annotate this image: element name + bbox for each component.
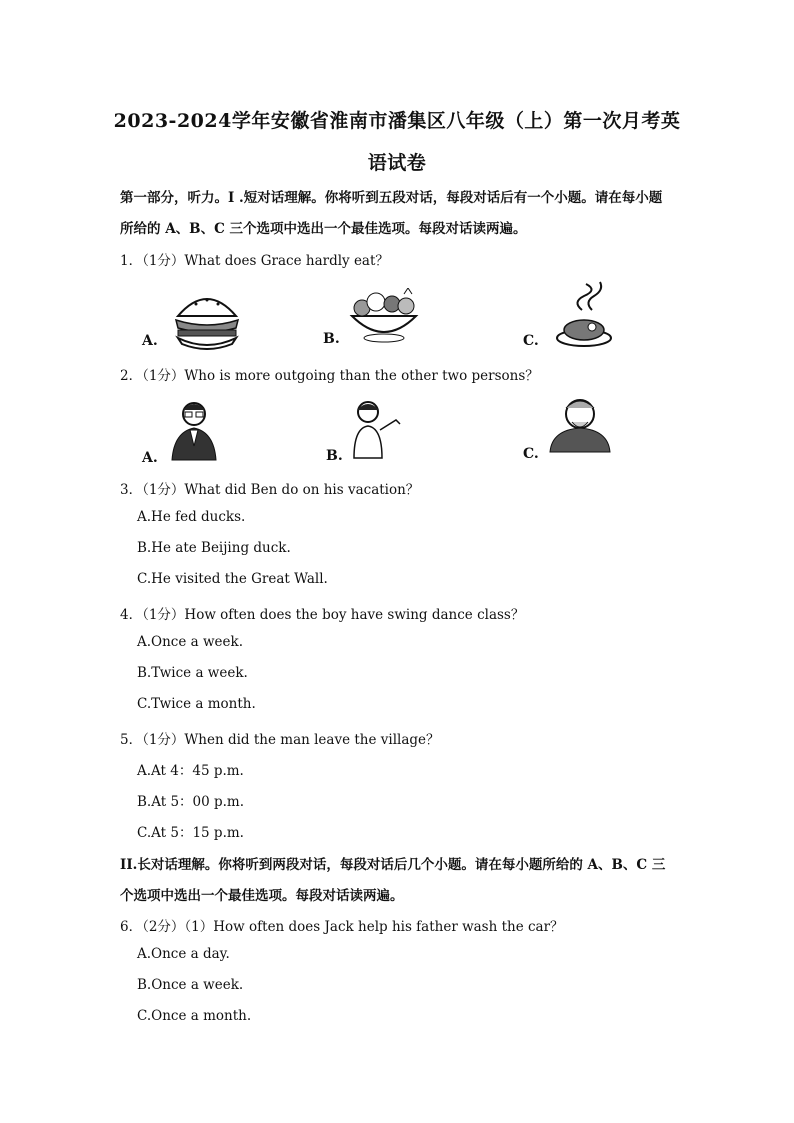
question-6-text: 6．（2分）（1）How often does Jack help his father wash the car？ [120,919,564,935]
q4-option-a: A.Once a week. [137,634,243,650]
q4-option-b: B.Twice a week. [137,665,248,681]
fruit-basket-icon [346,288,422,344]
q2-option-a-label: A. [142,450,158,466]
q3-option-b: B.He ate Beijing duck. [137,540,291,556]
q4-option-c: C.Twice a month. [137,696,256,712]
question-4-text: 4．（1分）How often does the boy have swing dance class？ [120,607,525,623]
old-man-icon [548,392,612,454]
young-woman-icon [346,396,408,460]
q5-option-a: A.At 4：45 p.m. [137,763,244,779]
q5-option-c: C.At 5：15 p.m. [137,825,244,841]
q6-option-a: A.Once a day. [137,946,230,962]
part1-heading-line1: 第一部分，听力。I .短对话理解。你将听到五段对话，每段对话后有一个小题。请在每小题 [120,190,663,206]
q2-option-b-label: B. [326,448,343,464]
part2-heading-line1: II.长对话理解。你将听到两段对话，每段对话后几个小题。请在每小题所给的 A、B、C 三 [120,857,666,873]
businessman-icon [170,398,218,462]
q1-option-b-label: B. [323,331,340,347]
q6-option-b: B.Once a week. [137,977,244,993]
hot-meat-dish-icon [554,280,614,348]
q3-option-c: C.He visited the Great Wall. [137,571,328,587]
part1-heading-line2: 所给的 A、B、C 三个选项中选出一个最佳选项。每段对话读两遍。 [120,221,527,237]
q1-option-a-label: A. [142,333,158,349]
hamburger-icon [172,288,242,350]
question-2-text: 2．（1分）Who is more outgoing than the other two persons？ [120,368,539,384]
page-title-line2: 语试卷 [367,152,427,174]
page-title-line1: 2023-2024学年安徽省淮南市潘集区八年级（上）第一次月考英 [113,110,681,132]
q1-option-c-label: C. [523,333,539,349]
q5-option-b: B.At 5：00 p.m. [137,794,245,810]
question-1-text: 1．（1分）What does Grace hardly eat？ [120,253,389,269]
q3-option-a: A.He fed ducks. [137,509,246,525]
question-5-text: 5．（1分）When did the man leave the village？ [120,732,440,748]
q6-option-c: C.Once a month. [137,1008,252,1024]
q2-option-c-label: C. [523,446,539,462]
part2-heading-line2: 个选项中选出一个最佳选项。每段对话读两遍。 [120,888,404,904]
question-3-text: 3．（1分）What did Ben do on his vacation？ [120,482,420,498]
